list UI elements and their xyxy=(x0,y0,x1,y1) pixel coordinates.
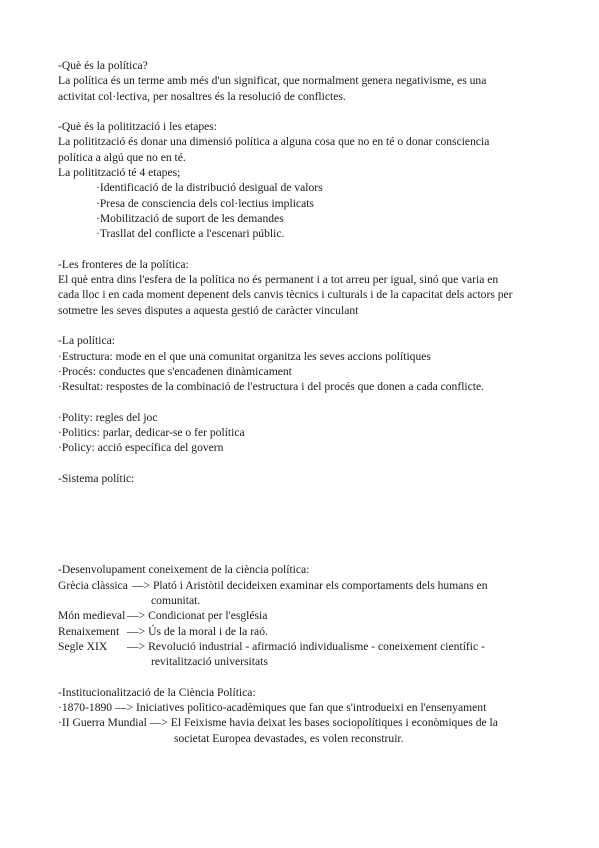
list-item: ·Policy: acció específica del govern xyxy=(58,441,224,455)
spacer xyxy=(58,486,548,562)
list-item: ·Polity: regles del joc xyxy=(58,410,158,424)
timeline-text: Condicionat per l'església xyxy=(148,609,268,623)
arrow: —> xyxy=(131,578,150,592)
paragraph-line: sotmetre les seves disputes a aquesta gestió de caràcter vinculant xyxy=(58,303,359,317)
heading-la-politica: -La política: xyxy=(58,334,115,348)
timeline-label: Renaixement xyxy=(58,624,120,638)
timeline-text: Revolució industrial - afirmació individualisme - coneixement científic - xyxy=(148,639,485,653)
arrow: —> xyxy=(127,624,146,638)
paragraph-line: activitat col·lectiva, per nosaltres és la resolució de conflictes. xyxy=(58,89,346,103)
timeline-row xyxy=(58,608,548,623)
list-item: ·Politics: parlar, dedicar-se o fer política xyxy=(58,426,245,440)
list-item: ·1870-1890 —> Iniciatives polìtico-acadèmiques que fan que s'introdueixi en l'ensenyament xyxy=(58,700,487,714)
list-item: ·Identificació de la distribució desigual de valors xyxy=(96,181,323,195)
paragraph-line: El què entra dins l'esfera de la política no és permanent i a tot arreu per igual, sinó que varia en xyxy=(58,273,499,287)
heading-que-es-politica: -Què és la política? xyxy=(58,59,148,72)
spacer xyxy=(58,318,548,333)
spacer xyxy=(58,104,548,119)
timeline-label: Grècia clàssica xyxy=(58,578,128,592)
timeline-row xyxy=(58,624,548,639)
spacer xyxy=(58,395,548,410)
paragraph-line: La política és un terme amb més d'un significat, que normalment genera negativisme, es una xyxy=(58,74,487,88)
list-item: ·Estructura: mode en el que una comunitat organitza les seves accions polítiques xyxy=(58,349,431,363)
list-item: ·Trasllat del conflicte a l'escenari públic. xyxy=(96,227,285,241)
heading-politització: -Què és la politització i les etapes: xyxy=(58,120,218,134)
spacer xyxy=(58,456,548,471)
list-item: ·Resultat: respostes de la combinació de l'estructura i del procés que donen a cada conflicte. xyxy=(58,380,485,394)
heading-fronteres: -Les fronteres de la política: xyxy=(58,257,189,271)
list-item: ·Presa de consciencia dels col·lectius implicats xyxy=(96,196,314,210)
timeline-label: Segle XIX xyxy=(58,639,108,653)
timeline-row xyxy=(58,578,548,593)
arrow: —> xyxy=(127,639,146,653)
list-item-continued: societat Europea devastades, es volen reconstruir. xyxy=(174,731,404,745)
arrow: —> xyxy=(127,609,146,623)
timeline-text-continued: revitalització universitats xyxy=(151,655,268,669)
timeline-text: Plató i Aristòtil decideixen examinar els comportaments dels humans en xyxy=(152,578,488,592)
paragraph-line: política a algú que no en té. xyxy=(58,150,186,164)
list-item: ·II Guerra Mundial —> El Feixisme havia deixat les bases sociopolítiques i econòmiques de la xyxy=(58,716,498,730)
paragraph-line: La politització té 4 etapes; xyxy=(58,166,181,180)
paragraph-line: cada lloc i en cada moment depenent dels canvis tècnics i culturals i de la capacitat dels actors per xyxy=(58,288,513,302)
paragraph-line: La politització és donar una dimensió política a alguna cosa que no en té o donar consciencia xyxy=(58,135,490,149)
list-item: ·Mobilització de suport de les demandes xyxy=(96,211,284,225)
heading-sistema-politic: -Sistema polític: xyxy=(58,472,135,486)
list-item: ·Procés: conductes que s'encadenen dinàmicament xyxy=(58,364,292,378)
timeline-text: Ús de la moral i de la raó. xyxy=(148,624,268,638)
heading-desenvolupament: -Desenvolupament coneixement de la ciència política: xyxy=(58,563,310,577)
timeline-label: Món medieval xyxy=(58,609,126,623)
timeline-text-continued: comunitat. xyxy=(151,593,201,607)
timeline-row xyxy=(58,639,548,654)
spacer xyxy=(58,242,548,257)
document-body xyxy=(58,58,548,746)
heading-institucionalitzacio: -Institucionalització de la Ciència Política: xyxy=(58,685,256,699)
spacer xyxy=(58,669,548,684)
